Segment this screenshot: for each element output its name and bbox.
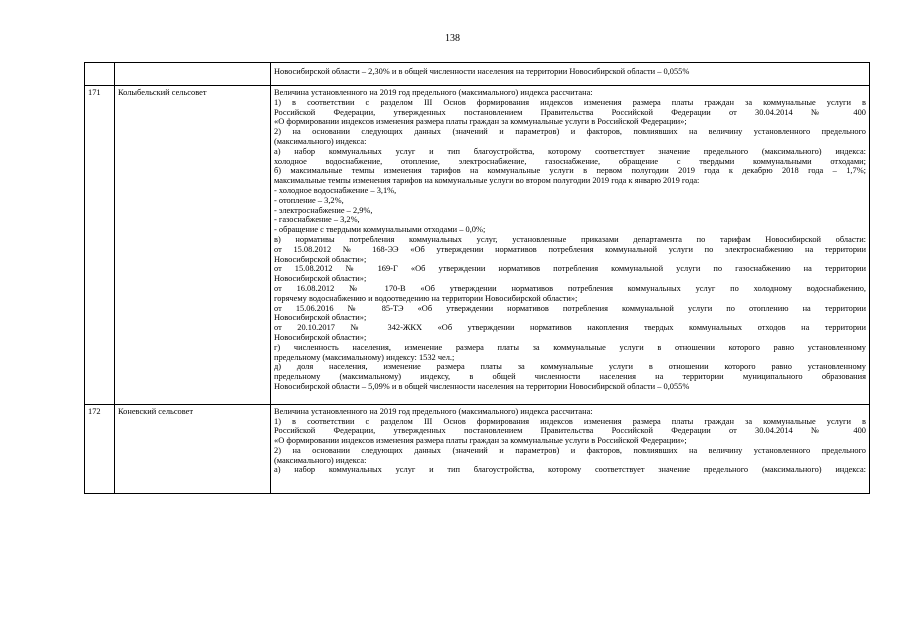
text-line: Новосибирской области – 2,30% и в общей численности населения на территории Новосибирской области – 0,055% — [274, 67, 690, 76]
text-line: от 15.08.2012 № 169-Г «Об утверждении нормативов потребления коммунальной услуги по газоснабжению на территории — [274, 264, 866, 274]
index-justification-cell — [271, 63, 870, 86]
text-line: от 16.08.2012 № 170-В «Об утверждении нормативов потребления коммунальных услуг по холодному водоснабжению, — [274, 283, 866, 293]
page-number: 138 — [445, 33, 460, 44]
text-line: г) численность населения, изменение размера платы за коммунальные услуги в отношении которого равно установленному — [274, 342, 866, 352]
text-line: - газоснабжение – 3,2%, — [274, 215, 360, 225]
row-number-cell — [85, 63, 115, 86]
text-line: - электроснабжение – 2,9%, — [274, 205, 373, 215]
text-line: «О формировании индексов изменения размера платы граждан за коммунальные услуги в Российской Федерации»; — [274, 436, 687, 446]
row-number-cell: 172 — [85, 404, 115, 493]
text-line: Новосибирской области»; — [274, 274, 367, 284]
text-line: максимальные темпы изменения тарифов на коммунальные услуги во втором полугодии 2019 года к январю 2019 года: — [274, 176, 700, 186]
text-line: 2) на основании следующих данных (значений и параметров) и факторов, повлиявших на величину установленного предельного — [274, 127, 866, 137]
text-line: в) нормативы потребления коммунальных услуг, установленные приказами департамента по тарифам Новосибирской области: — [274, 234, 866, 244]
municipality-name-cell — [115, 63, 271, 86]
text-line: 1) в соответствии с разделом III Основ формирования индексов изменения размера платы граждан за коммунальные услуги в — [274, 416, 866, 426]
table-row-171 — [85, 86, 870, 405]
text-line: д) доля населения, изменение размера платы за коммунальные услуги в отношении которого равно установленному — [274, 362, 866, 372]
text-line: от 15.06.2016 № 85-ТЭ «Об утверждении нормативов потребления коммунальной услуги по отоплению на территории — [274, 303, 866, 313]
text-line: - обращение с твердыми коммунальными отходами – 0,0%; — [274, 225, 486, 235]
municipal-index-table — [84, 62, 870, 494]
index-justification-cell — [271, 404, 870, 493]
text-line: «О формировании индексов изменения размера платы граждан за коммунальные услуги в Российской Федерации»; — [274, 117, 687, 127]
text-line: Новосибирской области»; — [274, 254, 367, 264]
row-number-cell: 171 — [85, 86, 115, 405]
text-line: - холодное водоснабжение – 3,1%, — [274, 185, 397, 195]
text-line: Величина установленного на 2019 год предельного (максимального) индекса рассчитана: — [274, 88, 593, 97]
text-line: - отопление – 3,2%, — [274, 195, 344, 205]
text-line: от 15.08.2012 № 168-ЭЭ «Об утверждении нормативов потребления коммунальной услуги по электроснабжению на территории — [274, 244, 866, 254]
text-line: Новосибирской области»; — [274, 332, 367, 342]
text-line: а) набор коммунальных услуг и тип благоустройства, которому соответствует значение предельного (максимального) индекса: — [274, 146, 866, 156]
text-line: Величина установленного на 2019 год предельного (максимального) индекса рассчитана: — [274, 406, 593, 416]
municipality-name-cell: Колыбельский сельсовет — [115, 86, 271, 405]
text-line: горячему водоснабжению и водоотведению на территории Новосибирской области»; — [274, 293, 578, 303]
text-line: предельному (максимальному) индексу: 1532 чел.; — [274, 352, 455, 362]
text-line: а) набор коммунальных услуг и тип благоустройства, которому соответствует значение предельного (максимального) индекса: — [274, 465, 866, 475]
text-line: (максимального) индекса: — [274, 455, 367, 465]
text-line: 2) на основании следующих данных (значений и параметров) и факторов, повлиявших на величину установленного предельного — [274, 445, 866, 455]
text-line: (максимального) индекса: — [274, 136, 367, 146]
text-line: Российской Федерации, утвержденных постановлением Правительства Российской Федерации от 30.04.2014 № 400 — [274, 426, 866, 436]
text-line: от 20.10.2017 № 342-ЖКХ «Об утверждении нормативов накопления твердых коммунальных отходов на территории — [274, 323, 866, 333]
text-line: предельному (максимальному) индексу, в общей численности населения на территории муниципального образования — [274, 372, 866, 382]
text-line: Новосибирской области»; — [274, 313, 367, 323]
text-line: холодное водоснабжение, отопление, электроснабжение, газоснабжение, обращение с твердыми коммунальными отходами; — [274, 156, 866, 166]
municipality-name-cell: Коневский сельсовет — [115, 404, 271, 493]
text-line: Новосибирской области – 5,09% и в общей численности населения на территории Новосибирской области – 0,055% — [274, 381, 690, 391]
index-justification-cell — [271, 86, 870, 405]
table-row-continuation — [85, 63, 870, 86]
table-row-172 — [85, 404, 870, 493]
text-line: Российской Федерации, утвержденных постановлением Правительства Российской Федерации от 30.04.2014 № 400 — [274, 107, 866, 117]
text-line: б) максимальные темпы изменения тарифов на коммунальные услуги в первом полугодии 2019 года к декабрю 2018 года – 1,7%; — [274, 166, 866, 176]
text-line: 1) в соответствии с разделом III Основ формирования индексов изменения размера платы граждан за коммунальные услуги в — [274, 97, 866, 107]
